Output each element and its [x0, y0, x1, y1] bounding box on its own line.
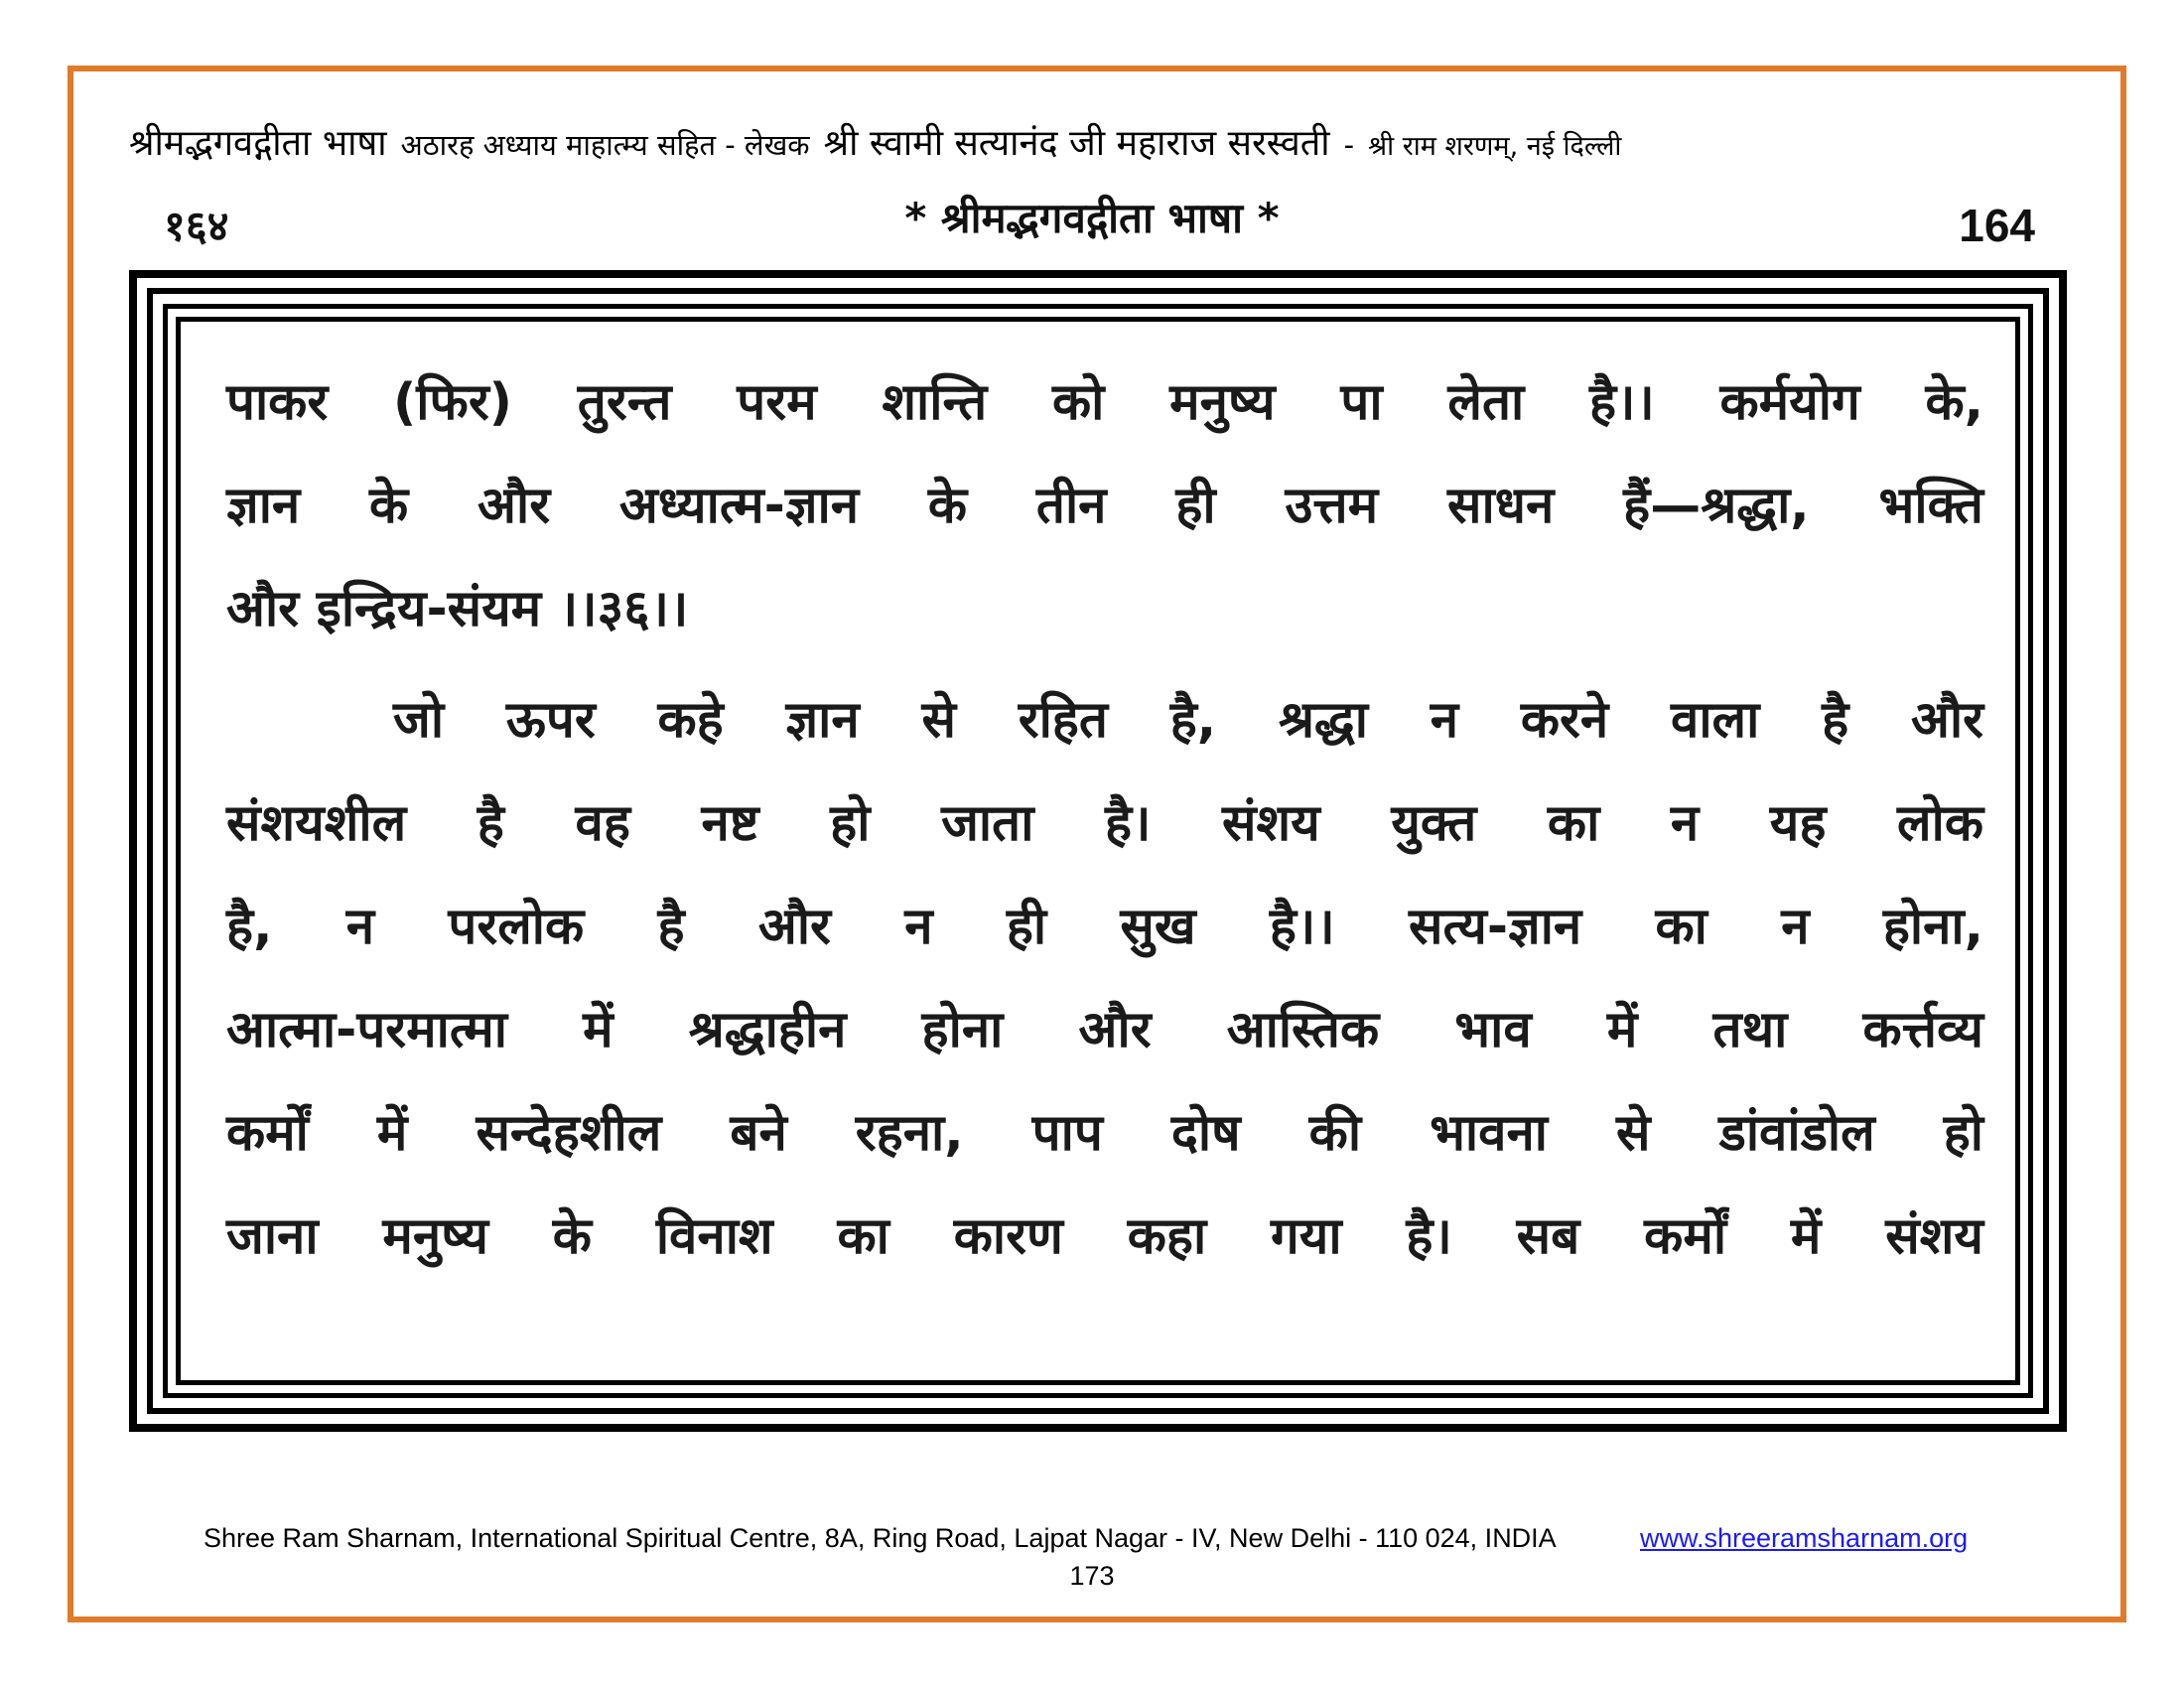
header-separator: - — [1343, 128, 1355, 162]
text-line: आत्मा-परमात्मा में श्रद्धाहीन होना और आस्तिक भाव में तथा कर्त्तव्य — [226, 1001, 1983, 1059]
running-head-title: * श्रीमद्भगवद्गीता भाषा * — [904, 194, 1280, 242]
text-line: संशयशील है वह नष्ट हो जाता है। संशय युक्त का न यह लोक — [226, 794, 1983, 853]
header-publisher: श्री राम शरणम्, नई दिल्ली — [1368, 131, 1622, 162]
body-text — [226, 352, 1983, 1289]
footer-website-link[interactable]: www.shreeramsharnam.org — [1640, 1523, 1969, 1553]
text-line: कर्मों में सन्देहशील बने रहना, पाप दोष की भावना से डांवांडोल हो — [226, 1104, 1983, 1163]
page-header — [129, 117, 2065, 169]
text-line: जो ऊपर कहे ज्ञान से रहित है, श्रद्धा न करने वाला है और — [393, 691, 1983, 750]
page-number: 164 — [1959, 200, 2035, 251]
text-frame — [129, 270, 2067, 1432]
text-line: है, न परलोक है और न ही सुख है।। सत्य-ज्ञान का न होना, — [226, 898, 1983, 956]
footer-address: Shree Ram Sharnam, International Spiritual Centre, 8A, Ring Road, Lajpat Nagar - IV, New Delhi - 110 024, INDIA — [204, 1523, 1557, 1553]
text-line: और इन्द्रिय-संयम ।।३६।। — [226, 580, 689, 638]
header-title: श्रीमद्भगवद्गीता भाषा — [129, 123, 387, 164]
page-number-devanagari: १६४ — [164, 202, 229, 250]
footer-page-number: 173 — [1069, 1561, 1115, 1591]
text-line: ज्ञान के और अध्यात्म-ज्ञान के तीन ही उत्तम साधन हैं—श्रद्धा, भक्ति — [226, 477, 1983, 535]
text-line: पाकर (फिर) तुरन्त परम शान्ति को मनुष्य पा लेता है।। कर्मयोग के, — [226, 373, 1983, 432]
header-subtitle: अठारह अध्याय माहात्म्य सहित - लेखक — [400, 128, 810, 162]
header-author: श्री स्वामी सत्यानंद जी महाराज सरस्वती — [823, 123, 1330, 164]
text-line: जाना मनुष्य के विनाश का कारण कहा गया है। सब कर्मों में संशय — [226, 1207, 1983, 1266]
